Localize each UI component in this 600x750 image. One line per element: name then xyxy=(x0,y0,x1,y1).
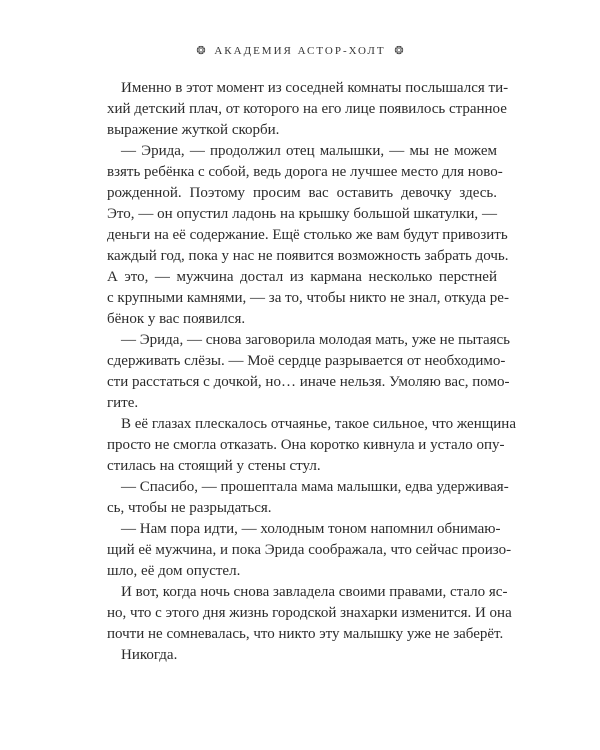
text-line: — Нам пора идти, — холодным тоном напомнил обнимаю- xyxy=(121,521,501,537)
text-line: с крупными камнями, — за то, чтобы никто не знал, откуда ре- xyxy=(107,290,509,306)
running-header-title: АКАДЕМИЯ АСТОР-ХОЛТ xyxy=(214,45,386,57)
text-line: — Эрида, — снова заговорила молодая мать, уже не пытаясь xyxy=(121,332,511,348)
text-line: стилась на стоящий у стены стул. xyxy=(107,458,321,474)
text-line: — Эрида, — продолжил отец малышки, — мы не можем xyxy=(121,143,497,159)
text-line: рожденной. Поэтому просим вас оставить девочку здесь. xyxy=(107,185,497,201)
text-line: Никогда. xyxy=(121,647,178,663)
text-line: И вот, когда ночь снова завладела своими правами, стало яс- xyxy=(121,584,508,600)
text-line: сти расстаться с дочкой, но… иначе нельзя. Умоляю вас, помо- xyxy=(107,374,510,390)
text-line: А это, — мужчина достал из кармана несколько перстней xyxy=(107,269,497,285)
text-line: выражение жуткой скорби. xyxy=(107,122,280,138)
text-line: сдерживать слёзы. — Моё сердце разрывается от необходимо- xyxy=(107,353,506,369)
ornament-left-icon: ❂ xyxy=(196,45,206,57)
text-line: гите. xyxy=(107,395,139,411)
text-line: Это, — он опустил ладонь на крышку большой шкатулки, — xyxy=(107,206,497,222)
text-line: В её глазах плескалось отчаянье, такое сильное, что женщина xyxy=(121,416,516,432)
text-line: бёнок у вас появился. xyxy=(107,311,246,327)
ornament-right-icon: ❂ xyxy=(394,45,404,57)
text-line: щий её мужчина, и пока Эрида соображала, что сейчас произо- xyxy=(107,542,512,558)
text-line: Именно в этот момент из соседней комнаты послышался ти- xyxy=(121,80,509,96)
text-line: деньги на её содержание. Ещё столько же вам будут привозить xyxy=(107,227,508,243)
text-line: — Спасибо, — прошептала мама малышки, едва удерживая- xyxy=(121,479,509,495)
text-line: но, что с этого дня жизнь городской знахарки изменится. И она xyxy=(107,605,512,621)
text-line: взять ребёнка с собой, ведь дорога не лучшее место для ново- xyxy=(107,164,503,180)
text-line: сь, чтобы не разрыдаться. xyxy=(107,500,272,516)
text-line: хий детский плач, от которого на его лице появилось странное xyxy=(107,101,507,117)
text-line: каждый год, пока у нас не появится возможность забрать дочь. xyxy=(107,248,509,264)
running-header xyxy=(0,44,600,57)
body-text xyxy=(107,78,516,666)
text-line: просто не смогла отказать. Она коротко кивнула и устало опу- xyxy=(107,437,505,453)
text-line: почти не сомневалась, что никто эту малышку уже не заберёт. xyxy=(107,626,504,642)
text-line: шло, её дом опустел. xyxy=(107,563,241,579)
